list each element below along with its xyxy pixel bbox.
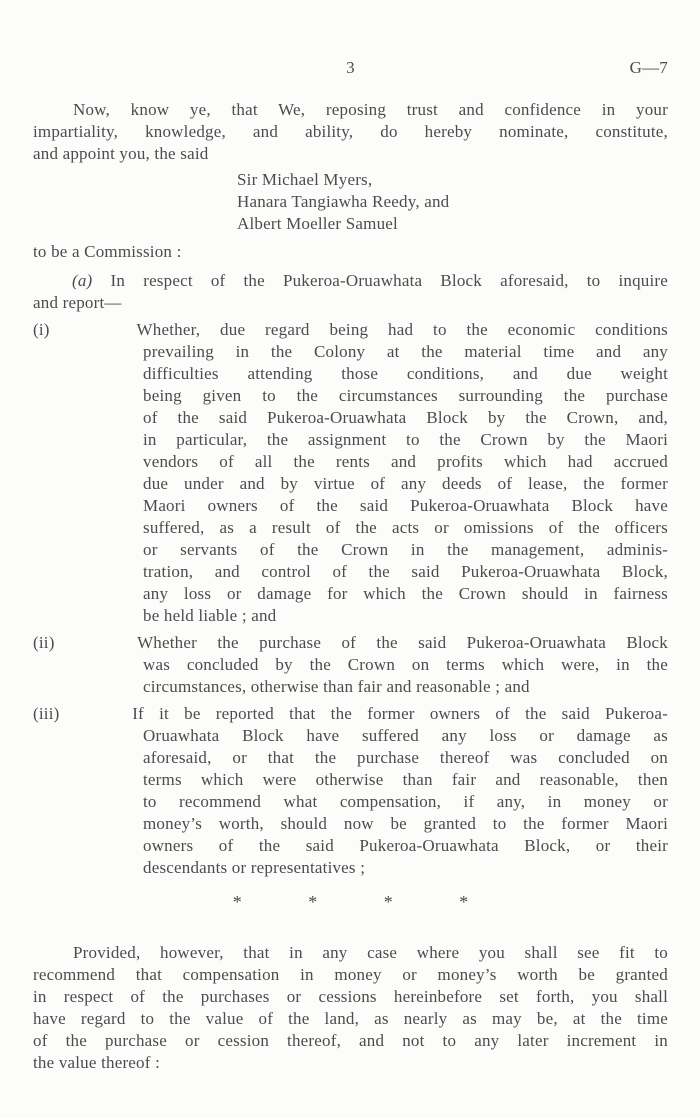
subclause-iii xyxy=(33,703,668,879)
clause-a-paragraph xyxy=(33,270,668,314)
text-line: Maori owners of the said Pukeroa-Oruawhata Block have xyxy=(143,496,668,515)
section-separator-stars xyxy=(33,891,668,913)
document-code: G—7 xyxy=(629,58,668,77)
appointee-name: Hanara Tangiawha Reedy, and xyxy=(237,192,450,211)
text-line: vendors of all the rents and profits which had accrued xyxy=(143,452,668,471)
subclause-i xyxy=(33,319,668,627)
text-line: and report— xyxy=(33,293,122,312)
text-line xyxy=(33,632,668,654)
subclause-iii-label: (iii) xyxy=(33,704,60,723)
text-line: of the said Pukeroa-Oruawhata Block by the Crown, and, xyxy=(143,408,668,427)
text-line: aforesaid, or that the purchase thereof was concluded on xyxy=(143,748,668,767)
text-line xyxy=(33,703,668,725)
text-line: circumstances, otherwise than fair and reasonable ; and xyxy=(143,677,530,696)
text-line xyxy=(33,319,668,341)
text-line xyxy=(33,270,668,292)
appointee-name: Albert Moeller Samuel xyxy=(237,214,398,233)
text-line: be held liable ; and xyxy=(143,606,277,625)
clause-a-label: (a) xyxy=(72,271,93,290)
text-line: suffered, as a result of the acts or omissions of the officers xyxy=(143,518,668,537)
text-line: being given to the circumstances surrounding the purchase xyxy=(143,386,668,405)
text-line: money’s worth, should now be granted to the former Maori xyxy=(143,814,668,833)
subclause-text: Whether, due regard being had to the economic conditions xyxy=(136,320,668,339)
commission-line: to be a Commission : xyxy=(33,242,182,261)
text-line: tration, and control of the said Pukeroa-Oruawhata Block, xyxy=(143,562,668,581)
page-header xyxy=(33,57,668,79)
appointee-name: Sir Michael Myers, xyxy=(237,170,373,189)
asterisk-glyph: * xyxy=(232,892,242,912)
text-line: due under and by virtue of any deeds of lease, the former xyxy=(143,474,668,493)
subclause-ii xyxy=(33,632,668,698)
subclause-ii-label: (ii) xyxy=(33,633,55,652)
proviso-paragraph xyxy=(33,942,668,1074)
intro-paragraph xyxy=(33,99,668,165)
text-line: owners of the said Pukeroa-Oruawhata Block, or their xyxy=(143,836,668,855)
text-line: and appoint you, the said xyxy=(33,144,209,163)
text-line: any loss or damage for which the Crown should in fairness xyxy=(143,584,668,603)
page-content xyxy=(33,57,668,1074)
text-line: in respect of the purchases or cessions hereinbefore set forth, you shall xyxy=(33,987,668,1006)
text-line: Oruawhata Block have suffered any loss or damage as xyxy=(143,726,668,745)
page-number: 3 xyxy=(346,58,355,77)
appointee-names xyxy=(33,169,668,235)
asterisk-glyph: * xyxy=(459,892,469,912)
text-line: or servants of the Crown in the management, adminis- xyxy=(143,540,668,559)
text-line: have regard to the value of the land, as nearly as may be, at the time xyxy=(33,1009,668,1028)
asterisk-glyph: * xyxy=(383,892,393,912)
text-line: of the purchase or cession thereof, and not to any later increment in xyxy=(33,1031,668,1050)
subclause-text: Whether the purchase of the said Pukeroa-Oruawhata Block xyxy=(137,633,668,652)
text-line: difficulties attending those conditions, and due weight xyxy=(143,364,668,383)
text-line: descendants or representatives ; xyxy=(143,858,366,877)
clause-a-text: In respect of the Pukeroa-Oruawhata Block aforesaid, to inquire xyxy=(110,271,668,290)
text-line: Now, know ye, that We, reposing trust and confidence in your xyxy=(73,100,668,119)
text-line: prevailing in the Colony at the material time and any xyxy=(143,342,668,361)
text-line: recommend that compensation in money or money’s worth be granted xyxy=(33,965,668,984)
text-line: was concluded by the Crown on terms which were, in the xyxy=(143,655,668,674)
text-line: terms which were otherwise than fair and reasonable, then xyxy=(143,770,668,789)
text-line: in particular, the assignment to the Crown by the Maori xyxy=(143,430,668,449)
text-line: Provided, however, that in any case where you shall see fit to xyxy=(73,943,668,962)
text-line: to recommend what compensation, if any, in money or xyxy=(143,792,668,811)
subclause-text: If it be reported that the former owners of the said Pukeroa- xyxy=(132,704,668,723)
text-line: impartiality, knowledge, and ability, do hereby nominate, constitute, xyxy=(33,122,668,141)
text-line: the value thereof : xyxy=(33,1053,160,1072)
subclause-i-label: (i) xyxy=(33,320,50,339)
asterisk-glyph: * xyxy=(308,892,318,912)
